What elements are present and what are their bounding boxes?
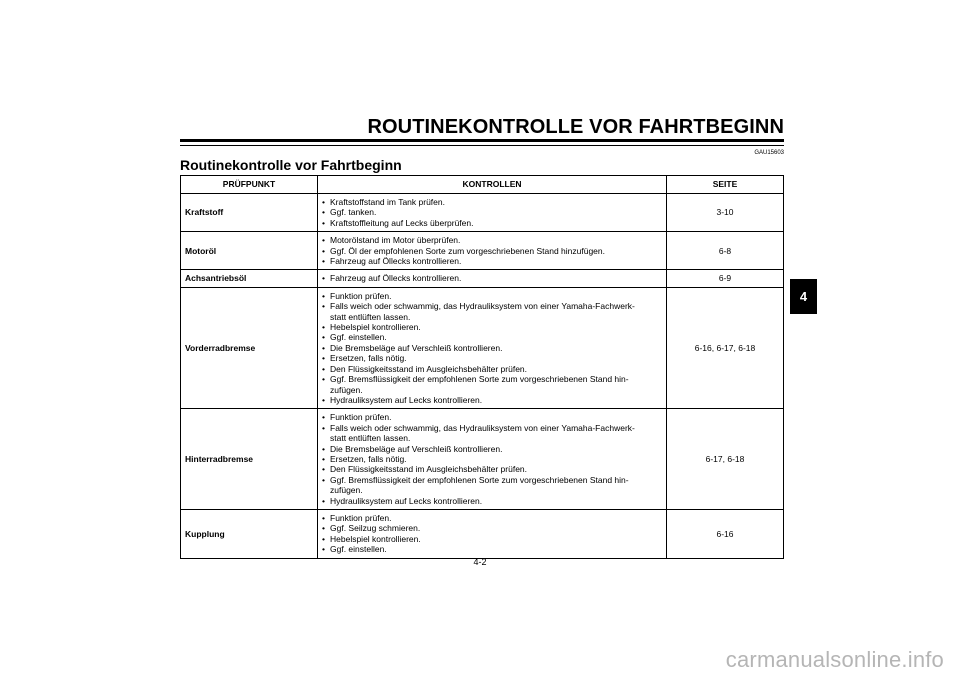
column-header-checks: KONTROLLEN: [318, 176, 667, 194]
check-item: • Ggf. Öl der empfohlenen Sorte zum vorgeschriebenen Stand hinzufügen.: [322, 246, 662, 256]
check-list-cell: [318, 509, 667, 558]
check-point-name: Achsantriebsöl: [181, 270, 318, 287]
check-item: • Ggf. einstellen.: [322, 332, 662, 342]
check-item: • Den Flüssigkeitsstand im Ausgleichsbehälter prüfen.: [322, 464, 662, 474]
column-header-point: PRÜFPUNKT: [181, 176, 318, 194]
check-item: • Ersetzen, falls nötig.: [322, 454, 662, 464]
table-row: [181, 509, 784, 558]
check-item: • Funktion prüfen.: [322, 412, 662, 422]
check-item: • Hebelspiel kontrollieren.: [322, 534, 662, 544]
check-item: • Funktion prüfen.: [322, 513, 662, 523]
check-list: [322, 291, 662, 405]
check-list-cell: [318, 232, 667, 270]
table-row: [181, 270, 784, 287]
header-rule: [180, 139, 784, 142]
check-item: • Ggf. einstellen.: [322, 544, 662, 554]
check-list-cell: [318, 270, 667, 287]
check-item: • Ggf. Bremsflüssigkeit der empfohlenen Sorte zum vorgeschriebenen Stand hin-: [322, 374, 662, 384]
check-item: zufügen.: [330, 384, 363, 395]
table-row: [181, 232, 784, 270]
chapter-tab: 4: [790, 279, 817, 314]
page-reference: 6-9: [667, 270, 784, 287]
check-item: • Ggf. tanken.: [322, 207, 662, 217]
table-body: [181, 194, 784, 559]
check-point-name: Kupplung: [181, 509, 318, 558]
check-item: statt entlüften lassen.: [330, 311, 411, 322]
header-rule-thin: [180, 145, 784, 146]
check-item: • Ggf. Seilzug schmieren.: [322, 523, 662, 533]
page-reference: 6-17, 6-18: [667, 409, 784, 510]
table-row: [181, 287, 784, 408]
page-reference: 3-10: [667, 194, 784, 232]
check-point-name: Vorderradbremse: [181, 287, 318, 408]
check-list: [322, 235, 662, 266]
check-list: [322, 197, 662, 228]
table-header-row: [181, 176, 784, 194]
check-point-name: Motoröl: [181, 232, 318, 270]
check-point-name: Kraftstoff: [181, 194, 318, 232]
check-list: [322, 273, 662, 283]
page-reference: 6-16, 6-17, 6-18: [667, 287, 784, 408]
document-code: GAU15603: [754, 150, 784, 156]
watermark-text: carmanualsonline.info: [725, 647, 944, 672]
check-item: • Motorölstand im Motor überprüfen.: [322, 235, 662, 245]
check-list-cell: [318, 287, 667, 408]
check-item: • Hydrauliksystem auf Lecks kontrollieren.: [322, 395, 662, 405]
check-item: • Ersetzen, falls nötig.: [322, 353, 662, 363]
check-list: [322, 513, 662, 555]
table-row: [181, 409, 784, 510]
check-item: • Kraftstoffleitung auf Lecks überprüfen.: [322, 218, 662, 228]
column-header-page: SEITE: [667, 176, 784, 194]
page-number: 4-2: [473, 557, 487, 567]
check-item: • Kraftstoffstand im Tank prüfen.: [322, 197, 662, 207]
inspection-table: [180, 175, 784, 559]
check-item: • Falls weich oder schwammig, das Hydrauliksystem von einer Yamaha-Fachwerk-: [322, 301, 662, 311]
check-item: • Den Flüssigkeitsstand im Ausgleichsbehälter prüfen.: [322, 364, 662, 374]
page-reference: 6-16: [667, 509, 784, 558]
check-item: • Funktion prüfen.: [322, 291, 662, 301]
section-title: Routinekontrolle vor Fahrtbeginn: [180, 157, 402, 173]
check-item: • Die Bremsbeläge auf Verschleiß kontrollieren.: [322, 343, 662, 353]
check-item: • Hebelspiel kontrollieren.: [322, 322, 662, 332]
check-item: • Fahrzeug auf Öllecks kontrollieren.: [322, 256, 662, 266]
check-item: zufügen.: [330, 485, 363, 496]
check-item: statt entlüften lassen.: [330, 433, 411, 444]
check-item: • Falls weich oder schwammig, das Hydrauliksystem von einer Yamaha-Fachwerk-: [322, 423, 662, 433]
page-reference: 6-8: [667, 232, 784, 270]
check-item: • Ggf. Bremsflüssigkeit der empfohlenen Sorte zum vorgeschriebenen Stand hin-: [322, 475, 662, 485]
page-header-title: ROUTINEKONTROLLE VOR FAHRTBEGINN: [367, 116, 784, 138]
table-row: [181, 194, 784, 232]
check-item: • Fahrzeug auf Öllecks kontrollieren.: [322, 273, 662, 283]
check-item: • Hydrauliksystem auf Lecks kontrollieren.: [322, 496, 662, 506]
check-list: [322, 412, 662, 506]
check-point-name: Hinterradbremse: [181, 409, 318, 510]
check-list-cell: [318, 409, 667, 510]
check-list-cell: [318, 194, 667, 232]
check-item: • Die Bremsbeläge auf Verschleiß kontrollieren.: [322, 444, 662, 454]
